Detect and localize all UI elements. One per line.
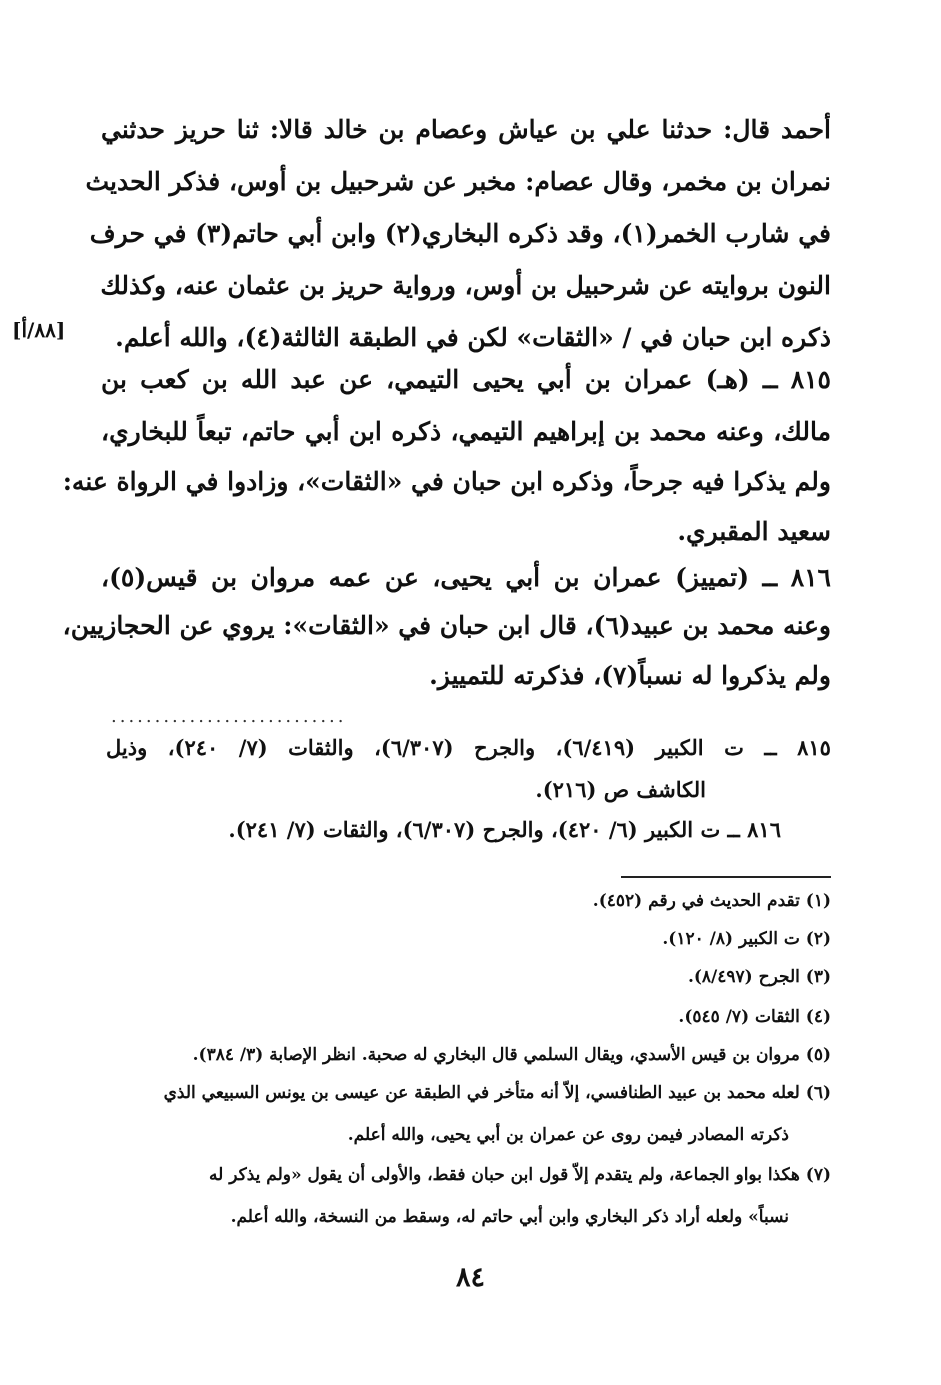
entry-816-heading: ٨١٦ ــ (تمييز) عمران بن أبي يحيى، عن عمه مروان بن قيس(٥)، <box>101 563 831 592</box>
page-number: ٨٤ <box>455 1262 485 1293</box>
footnote: (٣) الجرح (٨/٤٩٧). <box>687 967 831 987</box>
source-line: ٨١٦ ــ ت الكبير (٦/ ٤٢٠)، والجرح (٦/٣٠٧)، والثقات (٧/ ٢٤١). <box>228 817 781 842</box>
footnote-continuation: نسباً» ولعله أراد ذكر البخاري وابن أبي حاتم له، وسقط من النسخة، والله أعلم. <box>230 1207 789 1227</box>
footnote: (٢) ت الكبير (٨/ ١٢٠). <box>662 929 831 949</box>
footnote-separator <box>621 876 831 878</box>
entry-815-heading: ٨١٥ ــ (هـ) عمران بن أبي يحيى التيمي، عن عبد الله بن كعب بن <box>101 365 831 394</box>
dotted-divider: ........................... <box>111 706 347 727</box>
main-line: أحمد قال: حدثنا علي بن عياش وعصام بن خالد قالا: ثنا حريز حدثني <box>101 115 831 144</box>
main-line: نمران بن مخمر، وقال عصام: مخبر عن شرحبيل بن أوس، فذكر الحديث <box>85 167 831 196</box>
main-line: النون بروايته عن شرحبيل بن أوس، ورواية حريز بن عثمان عنه، وكذلك <box>100 271 831 300</box>
main-line: وعنه محمد بن عبيد(٦)، قال ابن حبان في «الثقات»: يروي عن الحجازيين، <box>62 611 831 640</box>
footnote: (٧) هكذا بواو الجماعة، ولم يتقدم إلاّ قول ابن حبان فقط، والأولى أن يقول «ولم يذكر له <box>209 1165 831 1185</box>
footnote: (٤) الثقات (٧/ ٥٤٥). <box>678 1007 831 1027</box>
main-line: مالك، وعنه محمد بن إبراهيم التيمي، ذكره ابن أبي حاتم، تبعاً للبخاري، <box>101 417 831 446</box>
margin-folio-reference: [٨٨/أ] <box>12 318 66 342</box>
main-line: في شارب الخمر(١)، وقد ذكره البخاري(٢) وابن أبي حاتم(٣) في حرف <box>89 219 831 248</box>
footnote: (٦) لعله محمد بن عبيد الطنافسي، إلاّ أنه متأخر في الطبقة عن عيسى بن يونس السبيعي الذي <box>163 1083 831 1103</box>
footnote: (١) تقدم الحديث في رقم (٤٥٢). <box>592 891 831 911</box>
main-line: ولم يذكرا فيه جرحاً، وذكره ابن حبان في «الثقات»، وزادوا في الرواة عنه: <box>62 467 831 496</box>
footnote: (٥) مروان بن قيس الأسدي، ويقال السلمي قال البخاري له صحبة. انظر الإصابة (٣/ ٣٨٤). <box>192 1045 831 1065</box>
source-line: ٨١٥ ــ ت الكبير (٦/٤١٩)، والجرح (٦/٣٠٧)، والثقات (٧/ ٢٤٠)، وذيل <box>106 735 831 760</box>
footnote-continuation: ذكرته المصادر فيمن روى عن عمران بن أبي يحيى، والله أعلم. <box>347 1125 789 1145</box>
main-line: ذكره ابن حبان في / «الثقات» لكن في الطبقة الثالثة(٤)، والله أعلم. <box>115 323 831 352</box>
main-line: سعيد المقبري. <box>677 517 831 546</box>
source-line: الكاشف ص (٢١٦). <box>535 777 706 802</box>
main-line: ولم يذكروا له نسباً(٧)، فذكرته للتمييز. <box>429 661 831 690</box>
